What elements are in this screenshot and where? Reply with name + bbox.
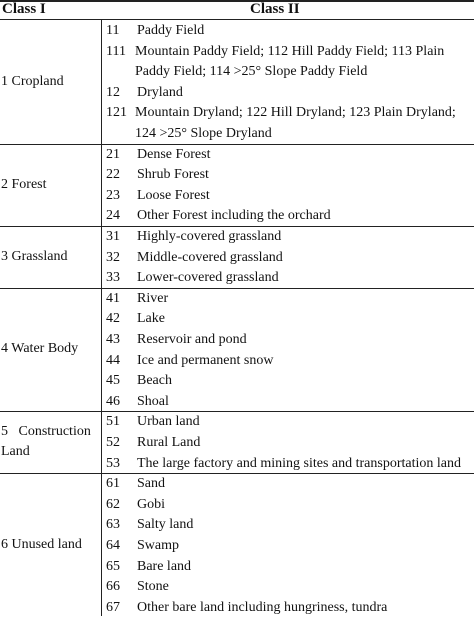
class-ii-code: 45 — [106, 373, 120, 389]
header-class-ii: Class II — [250, 1, 300, 17]
class-ii-row — [106, 62, 474, 83]
class-ii-text: Urban land — [137, 414, 200, 430]
class-ii-text: Paddy Field — [137, 23, 205, 38]
class-ii-code: 66 — [106, 579, 120, 595]
class-ii-text: Shrub Forest — [137, 167, 209, 183]
class-ii-code: 11 — [106, 23, 120, 38]
class-ii-row — [106, 165, 474, 186]
class-ii-row — [106, 371, 474, 392]
class-ii-text: Other Forest including the orchard — [137, 208, 331, 224]
header-class-i: Class I — [2, 1, 46, 17]
class-ii-row — [106, 206, 474, 227]
class-i-label: 2 Forest — [1, 176, 47, 192]
class-ii-text: Dense Forest — [137, 146, 211, 162]
class-ii-row — [106, 289, 474, 310]
class-ii-row — [106, 268, 474, 289]
class-ii-row — [106, 330, 474, 351]
class-ii-code: 12 — [106, 84, 120, 100]
class-ii-row — [106, 186, 474, 207]
class-ii-text: Middle-covered grassland — [137, 249, 283, 265]
class-ii-row — [106, 557, 474, 578]
class-ii-text: 124 >25° Slope Dryland — [135, 126, 272, 141]
class-ii-row — [106, 248, 474, 269]
class-ii-code: 121 — [106, 105, 127, 121]
class-ii-row — [106, 103, 474, 124]
class-ii-code: 33 — [106, 270, 120, 286]
class-ii-text: Beach — [137, 373, 172, 389]
class-ii-code: 24 — [106, 208, 120, 224]
class-ii-row — [106, 495, 474, 516]
class-i-label: 4 Water Body — [1, 341, 79, 357]
class-i-cell — [1, 473, 99, 617]
class-ii-row — [106, 412, 474, 433]
class-ii-text: Mountain Paddy Field; 112 Hill Paddy Field; 113 Plain — [135, 43, 445, 59]
class-ii-text: Gobi — [137, 496, 165, 512]
class-i-label: 6 Unused land — [1, 537, 82, 553]
class-ii-code: 62 — [106, 496, 120, 512]
class-ii-code: 51 — [106, 414, 120, 430]
class-ii-code: 52 — [106, 435, 120, 450]
class-ii-row — [106, 536, 474, 557]
class-i-cell — [1, 411, 99, 473]
class-ii-code: 65 — [106, 558, 120, 574]
class-ii-code: 21 — [106, 146, 120, 162]
class-ii-code: 67 — [106, 599, 120, 615]
class-i-cell — [1, 288, 99, 412]
class-ii-code: 23 — [106, 187, 120, 203]
class-ii-row — [106, 515, 474, 536]
class-ii-text: Lake — [137, 311, 165, 327]
class-ii-text: The large factory and mining sites and transportation land — [137, 455, 461, 471]
class-i-cell — [1, 226, 99, 288]
class-ii-text: Highly-covered grassland — [137, 229, 282, 244]
class-ii-code: 111 — [106, 43, 126, 59]
class-ii-code: 53 — [106, 455, 120, 471]
class-ii-row — [106, 83, 474, 104]
class-ii-row — [106, 474, 474, 495]
class-ii-code: 22 — [106, 167, 120, 183]
class-ii-row — [106, 433, 474, 454]
class-ii-text: Reservoir and pond — [137, 332, 247, 347]
class-ii-text: Paddy Field; 114 >25° Slope Paddy Field — [135, 64, 368, 80]
class-ii-code: 31 — [106, 229, 120, 244]
class-ii-text: Sand — [137, 476, 165, 492]
class-ii-text: River — [137, 290, 169, 306]
class-ii-text: Stone — [137, 579, 169, 595]
class-ii-text: Other bare land including hungriness, tundra — [137, 599, 388, 615]
class-ii-text: Mountain Dryland; 122 Hill Dryland; 123 Plain Dryland; — [135, 105, 456, 121]
class-i-cell — [1, 144, 99, 226]
class-i-label: 3 Grassland — [1, 248, 68, 264]
class-ii-row — [106, 124, 474, 145]
class-i-label: 5 Construction Land — [1, 423, 95, 460]
class-ii-text: Rural Land — [137, 435, 201, 450]
class-ii-text: Salty land — [137, 517, 194, 533]
class-ii-row — [106, 351, 474, 372]
class-ii-row — [106, 577, 474, 598]
class-ii-row — [106, 21, 474, 42]
class-ii-text: Dryland — [137, 84, 183, 100]
class-ii-row — [106, 309, 474, 330]
class-ii-code: 43 — [106, 332, 120, 347]
class-ii-code: 41 — [106, 290, 120, 306]
class-ii-text: Loose Forest — [137, 187, 210, 203]
class-ii-row — [106, 42, 474, 63]
class-ii-code: 64 — [106, 538, 120, 553]
class-ii-text: Ice and permanent snow — [137, 352, 274, 368]
header-top-rule — [0, 0, 474, 2]
class-ii-text: Shoal — [137, 393, 169, 409]
class-ii-code: 63 — [106, 517, 120, 533]
class-ii-row — [106, 227, 474, 248]
class-ii-row — [106, 392, 474, 413]
column-divider — [101, 19, 102, 616]
class-ii-text: Lower-covered grassland — [137, 270, 279, 286]
class-i-label: 1 Cropland — [1, 73, 64, 89]
class-ii-text: Bare land — [137, 558, 192, 574]
class-ii-text: Swamp — [137, 538, 179, 553]
class-ii-row — [106, 454, 474, 475]
class-ii-code: 44 — [106, 352, 120, 368]
class-ii-code: 46 — [106, 393, 120, 409]
class-ii-code: 42 — [106, 311, 120, 327]
class-ii-row — [106, 598, 474, 618]
class-i-cell — [1, 20, 99, 144]
class-ii-row — [106, 145, 474, 166]
class-ii-code: 61 — [106, 476, 120, 492]
class-ii-code: 32 — [106, 249, 120, 265]
